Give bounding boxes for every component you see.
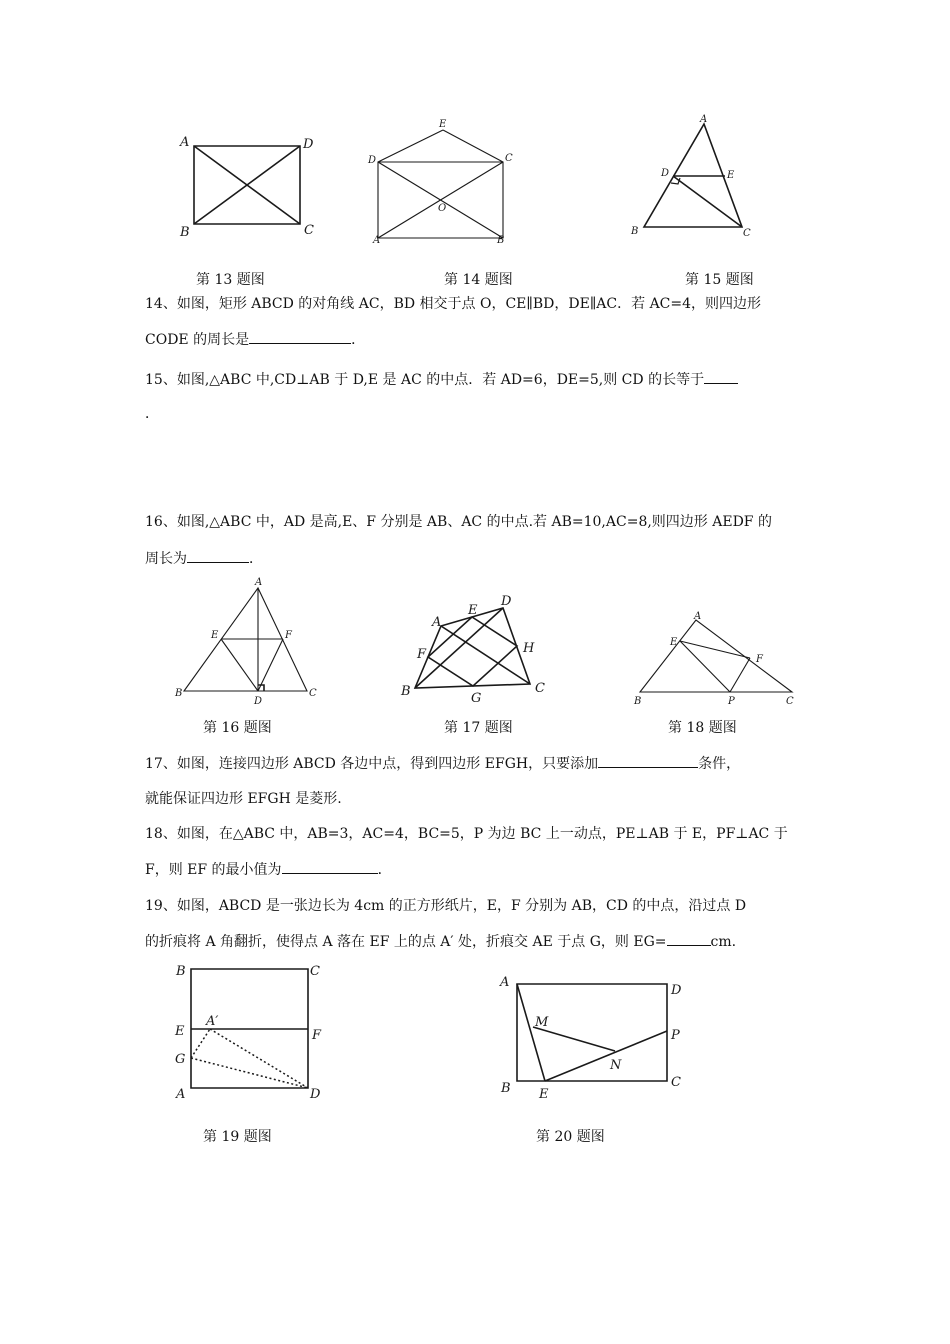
label-E: E bbox=[539, 1087, 549, 1102]
label-E: E bbox=[439, 119, 447, 130]
caption-fig14: 第 14 题图 bbox=[444, 272, 513, 288]
figure-13 bbox=[170, 130, 320, 245]
label-P: P bbox=[728, 696, 735, 707]
label-D: D bbox=[310, 1087, 321, 1102]
caption-fig19: 第 19 题图 bbox=[203, 1129, 272, 1145]
label-D: D bbox=[254, 696, 263, 707]
question-19-line2 bbox=[145, 932, 736, 952]
label-B: B bbox=[501, 1081, 511, 1096]
answer-blank-17[interactable] bbox=[598, 754, 698, 768]
answer-blank-15[interactable] bbox=[704, 370, 738, 384]
figure-15 bbox=[625, 112, 765, 242]
label-E: E bbox=[468, 603, 478, 618]
label-A: A bbox=[432, 615, 442, 630]
question-16-end: ． bbox=[249, 551, 263, 567]
question-14-line1: 14、如图，矩形 ABCD 的对角线 AC，BD 相交于点 O，CE∥BD，DE∥AC．若 AC=4，则四边形 bbox=[145, 296, 762, 312]
label-C: C bbox=[743, 228, 751, 239]
question-16-line2 bbox=[145, 549, 263, 569]
question-19-line1: 19、如图，ABCD 是一张边长为 4cm 的正方形纸片，E，F 分别为 AB，CD 的中点，沿过点 D bbox=[145, 898, 747, 914]
label-A: A bbox=[500, 975, 510, 990]
caption-fig17: 第 17 题图 bbox=[444, 720, 513, 736]
caption-fig16: 第 16 题图 bbox=[203, 720, 272, 736]
caption-fig13: 第 13 题图 bbox=[196, 272, 265, 288]
label-C: C bbox=[505, 153, 513, 164]
label-B: B bbox=[401, 684, 411, 699]
label-A: A bbox=[180, 135, 190, 150]
answer-blank-16[interactable] bbox=[187, 549, 249, 563]
label-C: C bbox=[310, 964, 320, 979]
label-B: B bbox=[175, 688, 183, 699]
label-E: E bbox=[211, 630, 219, 641]
question-14-line2 bbox=[145, 330, 365, 350]
figure-14 bbox=[365, 117, 525, 247]
label-A-prime: A′ bbox=[206, 1014, 219, 1029]
question-17-line1 bbox=[145, 754, 740, 774]
label-B: B bbox=[180, 225, 190, 240]
caption-fig20: 第 20 题图 bbox=[536, 1129, 605, 1145]
label-N: N bbox=[610, 1058, 622, 1073]
label-D: D bbox=[501, 594, 512, 609]
label-A: A bbox=[694, 611, 702, 622]
label-B: B bbox=[497, 235, 505, 246]
question-18-line2 bbox=[145, 860, 392, 880]
label-C: C bbox=[535, 681, 545, 696]
label-P: P bbox=[671, 1028, 680, 1043]
label-F: F bbox=[312, 1028, 322, 1043]
label-G: G bbox=[175, 1052, 186, 1067]
question-14-end: ． bbox=[351, 332, 366, 348]
caption-fig15: 第 15 题图 bbox=[685, 272, 754, 288]
label-A: A bbox=[373, 235, 381, 246]
label-D: D bbox=[368, 155, 377, 166]
label-D: D bbox=[661, 168, 670, 179]
label-O: O bbox=[438, 203, 447, 214]
figure-17 bbox=[395, 590, 560, 710]
label-E: E bbox=[175, 1024, 185, 1039]
figure-20 bbox=[495, 968, 695, 1108]
label-E: E bbox=[727, 170, 735, 181]
label-A: A bbox=[176, 1087, 186, 1102]
answer-blank-19[interactable] bbox=[667, 932, 711, 946]
label-D: D bbox=[671, 983, 682, 998]
figure-16 bbox=[170, 575, 330, 705]
question-16-text: 周长为 bbox=[145, 551, 187, 567]
question-17-end: 条件， bbox=[698, 756, 741, 772]
label-A: A bbox=[255, 577, 263, 588]
figure-18 bbox=[630, 608, 805, 713]
figure-19 bbox=[170, 955, 335, 1105]
label-C: C bbox=[309, 688, 317, 699]
question-17-line2: 就能保证四边形 EFGH 是菱形. bbox=[145, 791, 342, 807]
question-18-end: ． bbox=[377, 862, 392, 878]
question-19-end: cm. bbox=[710, 934, 737, 950]
label-F: F bbox=[756, 654, 763, 665]
question-15-line2: ． bbox=[145, 406, 159, 422]
question-15-line1 bbox=[145, 370, 738, 390]
label-A: A bbox=[700, 114, 708, 125]
label-C: C bbox=[304, 223, 314, 238]
label-E: E bbox=[670, 637, 678, 648]
question-14-text: CODE 的周长是 bbox=[145, 332, 250, 348]
label-B: B bbox=[631, 226, 639, 237]
label-F: F bbox=[285, 630, 292, 641]
label-F: F bbox=[417, 647, 427, 662]
caption-fig18: 第 18 题图 bbox=[668, 720, 737, 736]
label-C: C bbox=[786, 696, 794, 707]
label-M: M bbox=[535, 1015, 549, 1030]
question-15-text: 15、如图,△ABC 中,CD⊥AB 于 D,E 是 AC 的中点．若 AD=6，DE=5,则 CD 的长等于 bbox=[145, 372, 705, 388]
question-16-line1: 16、如图,△ABC 中，AD 是高,E、F 分别是 AB、AC 的中点.若 AB=10,AC=8,则四边形 AEDF 的 bbox=[145, 514, 772, 530]
question-17-text: 17、如图，连接四边形 ABCD 各边中点，得到四边形 EFGH，只要添加 bbox=[145, 756, 599, 772]
question-18-line1: 18、如图，在△ABC 中，AB=3，AC=4，BC=5，P 为边 BC 上一动点，PE⊥AB 于 E，PF⊥AC 于 bbox=[145, 826, 788, 842]
label-H: H bbox=[523, 641, 535, 656]
label-B: B bbox=[176, 964, 186, 979]
label-B: B bbox=[634, 696, 642, 707]
label-C: C bbox=[671, 1075, 681, 1090]
label-D: D bbox=[303, 137, 314, 152]
answer-blank-14[interactable] bbox=[249, 330, 351, 344]
question-18-text: F，则 EF 的最小值为 bbox=[145, 862, 282, 878]
question-19-text: 的折痕将 A 角翻折，使得点 A 落在 EF 上的点 A′ 处，折痕交 AE 于点 G，则 EG= bbox=[145, 934, 667, 950]
label-G: G bbox=[471, 691, 482, 706]
answer-blank-18[interactable] bbox=[282, 860, 378, 874]
